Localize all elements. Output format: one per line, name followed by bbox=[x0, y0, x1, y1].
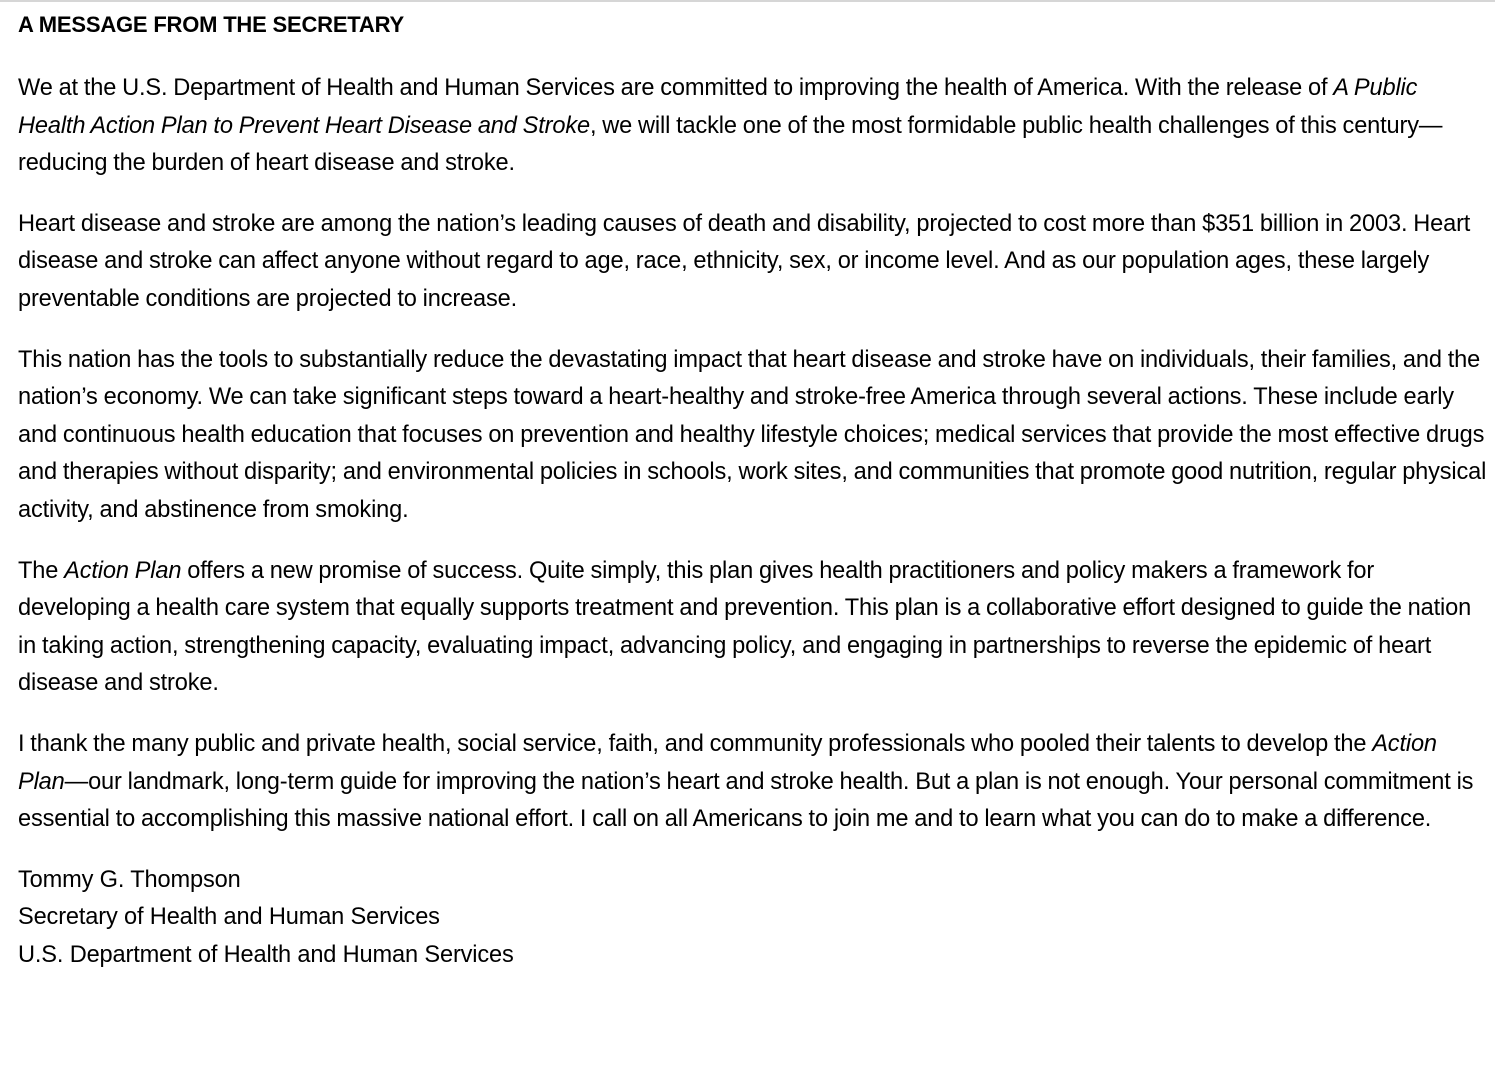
paragraph-intro-text-a: We at the U.S. Department of Health and Human Services are committed to improving the health of America. With the release of bbox=[18, 75, 1334, 101]
paragraph-tools: This nation has the tools to substantially reduce the devastating impact that heart disease and stroke have on individuals, their families, and the nation’s economy. We can take significant steps toward a heart-healthy and stroke-free America through several actions. These include early and continuous health education that focuses on prevention and healthy lifestyle choices; medical services that provide the most effective drugs and therapies without disparity; and environmental policies in schools, work sites, and communities that promote good nutrition, regular physical activity, and abstinence from smoking. bbox=[18, 346, 1487, 523]
paragraph-action-plan bbox=[18, 553, 1488, 703]
signature-name: Tommy G. Thompson bbox=[18, 866, 241, 893]
signature-organization: U.S. Department of Health and Human Services bbox=[18, 941, 514, 968]
paragraph-thanks-text-a: I thank the many public and private health, social service, faith, and community professionals who pooled their talents to develop the bbox=[18, 730, 1373, 757]
action-plan-italic: Action Plan bbox=[64, 557, 182, 584]
document-heading: A MESSAGE FROM THE SECRETARY bbox=[18, 12, 404, 37]
paragraph-thanks-text-c: —our landmark, long-term guide for improving the nation’s heart and stroke health. But a plan is not enough. Your personal commitment is essential to accomplishing this massive national effort. I call on all Americans to join me and to learn what you can do to make a difference. bbox=[18, 768, 1474, 833]
action-plan-italic-2: Action Plan bbox=[18, 730, 1437, 795]
paragraph-action-plan-text-a: The bbox=[18, 557, 65, 584]
document-body bbox=[18, 10, 1488, 974]
paragraph-action-plan-text-c: offers a new promise of success. Quite simply, this plan gives health practitioners and policy makers a framework for developing a health care system that equally supports treatment and prevention. This plan is a collaborative effort designed to guide the nation in taking action, strengthening capacity, evaluating impact, advancing policy, and engaging in partnerships to reverse the epidemic of heart disease and stroke. bbox=[18, 557, 1472, 697]
signature-title: Secretary of Health and Human Services bbox=[18, 904, 440, 931]
signature-block bbox=[18, 862, 1488, 974]
paragraph-intro bbox=[18, 70, 1488, 183]
plan-title-italic: A Public Health Action Plan to Prevent Heart Disease and Stroke bbox=[18, 75, 1418, 139]
paragraph-intro-text-c: , we will tackle one of the most formidable public health challenges of this century—reducing the burden of heart disease and stroke. bbox=[18, 112, 1443, 177]
top-border bbox=[0, 0, 1495, 2]
paragraph-burden: Heart disease and stroke are among the nation’s leading causes of death and disability, projected to cost more than $351 billion in 2003. Heart disease and stroke can affect anyone without regard to age, race, ethnicity, sex, or income level. And as our population ages, these largely preventable conditions are projected to increase. bbox=[18, 210, 1471, 312]
paragraph-thanks bbox=[18, 726, 1488, 839]
